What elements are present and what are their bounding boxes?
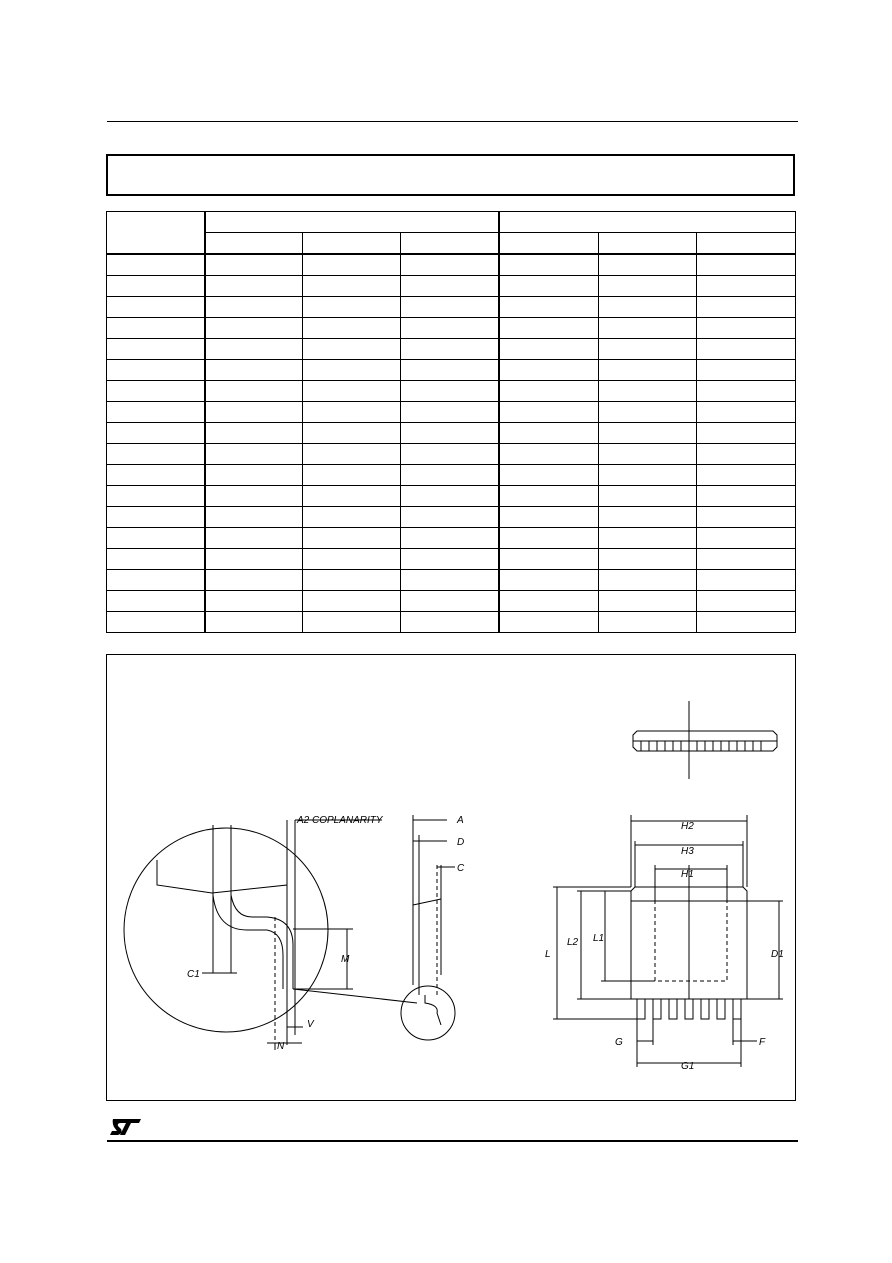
subheader-cell	[303, 233, 401, 255]
dim-value-cell	[598, 360, 696, 381]
header-dim-cell	[107, 212, 205, 255]
dim-value-cell	[303, 486, 401, 507]
dim-value-cell	[401, 254, 499, 276]
dim-value-cell	[696, 339, 795, 360]
dim-value-cell	[205, 465, 303, 486]
dim-value-cell	[499, 444, 598, 465]
label-a: A	[457, 815, 464, 826]
table-row	[107, 423, 796, 444]
dimension-labels	[187, 815, 784, 1072]
dim-value-cell	[205, 549, 303, 570]
dim-value-cell	[303, 528, 401, 549]
dim-value-cell	[401, 591, 499, 612]
dim-value-cell	[696, 318, 795, 339]
dim-label-cell	[107, 423, 205, 444]
dim-label-cell	[107, 612, 205, 633]
dim-value-cell	[499, 612, 598, 633]
table-row	[107, 318, 796, 339]
subheader-cell	[401, 233, 499, 255]
label-d1: D1	[771, 949, 784, 960]
dim-value-cell	[598, 465, 696, 486]
dim-value-cell	[401, 381, 499, 402]
dim-value-cell	[401, 444, 499, 465]
dim-value-cell	[696, 444, 795, 465]
dim-value-cell	[303, 276, 401, 297]
dim-value-cell	[696, 591, 795, 612]
dim-value-cell	[499, 465, 598, 486]
dim-value-cell	[598, 318, 696, 339]
dim-value-cell	[598, 339, 696, 360]
table-header-row	[107, 212, 796, 233]
dim-value-cell	[303, 254, 401, 276]
dim-value-cell	[401, 402, 499, 423]
st-logo-icon	[109, 1117, 143, 1137]
dim-value-cell	[499, 360, 598, 381]
dim-label-cell	[107, 444, 205, 465]
table-row	[107, 254, 796, 276]
dim-value-cell	[401, 339, 499, 360]
dim-value-cell	[696, 423, 795, 444]
dim-value-cell	[303, 444, 401, 465]
dim-value-cell	[598, 444, 696, 465]
label-f: F	[759, 1037, 766, 1048]
dim-value-cell	[401, 612, 499, 633]
subheader-cell	[499, 233, 598, 255]
side-view	[401, 815, 455, 1040]
footer-rule	[107, 1140, 798, 1142]
dim-label-cell	[107, 254, 205, 276]
dim-label-cell	[107, 381, 205, 402]
table-title-box	[106, 154, 795, 196]
table-row	[107, 591, 796, 612]
dim-value-cell	[205, 507, 303, 528]
label-g1: G1	[681, 1061, 695, 1072]
dim-value-cell	[696, 507, 795, 528]
dim-label-cell	[107, 465, 205, 486]
label-v: V	[307, 1019, 314, 1030]
table-row	[107, 486, 796, 507]
dim-value-cell	[696, 254, 795, 276]
dim-value-cell	[598, 402, 696, 423]
table-row	[107, 612, 796, 633]
dim-value-cell	[598, 276, 696, 297]
dim-value-cell	[598, 507, 696, 528]
dim-value-cell	[205, 612, 303, 633]
dim-value-cell	[401, 486, 499, 507]
dim-value-cell	[499, 297, 598, 318]
dim-value-cell	[598, 297, 696, 318]
dim-value-cell	[401, 360, 499, 381]
table-row	[107, 297, 796, 318]
label-l: L	[545, 949, 551, 960]
table-subheader-row	[107, 233, 796, 255]
dim-value-cell	[696, 549, 795, 570]
dim-value-cell	[499, 402, 598, 423]
dim-value-cell	[499, 318, 598, 339]
dim-value-cell	[499, 570, 598, 591]
dim-value-cell	[696, 402, 795, 423]
dim-label-cell	[107, 318, 205, 339]
dim-value-cell	[598, 423, 696, 444]
dim-value-cell	[598, 570, 696, 591]
top-view-leads	[641, 741, 761, 751]
dim-label-cell	[107, 486, 205, 507]
dim-value-cell	[205, 486, 303, 507]
dim-value-cell	[205, 423, 303, 444]
dim-value-cell	[598, 528, 696, 549]
label-m: M	[341, 954, 350, 965]
dim-value-cell	[696, 612, 795, 633]
dim-value-cell	[499, 507, 598, 528]
dim-value-cell	[401, 423, 499, 444]
dim-value-cell	[598, 381, 696, 402]
dim-value-cell	[499, 276, 598, 297]
dim-label-cell	[107, 360, 205, 381]
dim-value-cell	[401, 549, 499, 570]
dim-value-cell	[499, 254, 598, 276]
label-n: N	[277, 1041, 285, 1052]
table-row	[107, 444, 796, 465]
detail-circle-view	[124, 820, 417, 1050]
dimensions-table	[106, 211, 796, 633]
dim-value-cell	[696, 528, 795, 549]
label-h1: H1	[681, 869, 694, 880]
label-l2: L2	[567, 937, 579, 948]
header-group-inch	[499, 212, 795, 233]
table-body	[107, 254, 796, 633]
bottom-view	[553, 815, 783, 1067]
subheader-cell	[205, 233, 303, 255]
table-row	[107, 549, 796, 570]
dim-value-cell	[205, 254, 303, 276]
dim-value-cell	[696, 465, 795, 486]
header-group-mm	[205, 212, 499, 233]
dim-value-cell	[696, 486, 795, 507]
label-h3: H3	[681, 846, 694, 857]
dim-value-cell	[499, 423, 598, 444]
label-a2-coplanarity: A2 COPLANARITY	[297, 815, 383, 826]
dim-value-cell	[205, 570, 303, 591]
dim-label-cell	[107, 549, 205, 570]
dim-value-cell	[205, 318, 303, 339]
dim-value-cell	[205, 360, 303, 381]
dim-value-cell	[499, 549, 598, 570]
dim-value-cell	[205, 528, 303, 549]
dim-label-cell	[107, 570, 205, 591]
dim-value-cell	[205, 381, 303, 402]
dim-value-cell	[303, 423, 401, 444]
dim-label-cell	[107, 297, 205, 318]
dim-value-cell	[401, 297, 499, 318]
top-view	[633, 701, 777, 779]
table-row	[107, 381, 796, 402]
dim-value-cell	[303, 591, 401, 612]
mechanical-drawing-svg	[107, 655, 797, 1102]
dim-value-cell	[696, 570, 795, 591]
dim-value-cell	[696, 297, 795, 318]
dim-value-cell	[303, 570, 401, 591]
dim-value-cell	[499, 339, 598, 360]
table-row	[107, 570, 796, 591]
dim-value-cell	[598, 254, 696, 276]
dim-value-cell	[303, 549, 401, 570]
label-h2: H2	[681, 821, 694, 832]
dim-label-cell	[107, 276, 205, 297]
subheader-cell	[696, 233, 795, 255]
dim-label-cell	[107, 507, 205, 528]
dim-value-cell	[598, 591, 696, 612]
dim-value-cell	[598, 612, 696, 633]
label-d: D	[457, 837, 465, 848]
dim-value-cell	[499, 528, 598, 549]
dim-value-cell	[499, 591, 598, 612]
dim-value-cell	[205, 402, 303, 423]
dim-value-cell	[205, 591, 303, 612]
subheader-cell	[598, 233, 696, 255]
dim-value-cell	[598, 486, 696, 507]
dim-value-cell	[401, 528, 499, 549]
dim-value-cell	[401, 318, 499, 339]
dim-value-cell	[598, 549, 696, 570]
dim-value-cell	[303, 507, 401, 528]
bottom-view-leads	[637, 999, 741, 1019]
header-rule	[107, 121, 798, 122]
dim-value-cell	[303, 360, 401, 381]
dim-value-cell	[303, 381, 401, 402]
dim-value-cell	[303, 339, 401, 360]
dim-value-cell	[303, 612, 401, 633]
dim-value-cell	[696, 276, 795, 297]
dim-value-cell	[696, 381, 795, 402]
dim-value-cell	[499, 381, 598, 402]
dim-label-cell	[107, 591, 205, 612]
label-l1: L1	[593, 933, 605, 944]
dim-value-cell	[401, 465, 499, 486]
dim-value-cell	[205, 339, 303, 360]
dim-value-cell	[303, 318, 401, 339]
dim-value-cell	[205, 276, 303, 297]
dim-value-cell	[401, 570, 499, 591]
dim-label-cell	[107, 528, 205, 549]
table-row	[107, 339, 796, 360]
table-row	[107, 402, 796, 423]
package-drawing	[106, 654, 796, 1101]
dim-value-cell	[205, 297, 303, 318]
label-c1: C1	[187, 969, 200, 980]
label-g: G	[615, 1037, 623, 1048]
dim-label-cell	[107, 402, 205, 423]
dim-value-cell	[303, 297, 401, 318]
dim-value-cell	[696, 360, 795, 381]
dim-label-cell	[107, 339, 205, 360]
dim-value-cell	[499, 486, 598, 507]
dim-value-cell	[303, 402, 401, 423]
dim-value-cell	[401, 276, 499, 297]
dim-value-cell	[401, 507, 499, 528]
table-row	[107, 276, 796, 297]
table-row	[107, 507, 796, 528]
dim-value-cell	[205, 444, 303, 465]
table-row	[107, 528, 796, 549]
table-row	[107, 465, 796, 486]
label-c: C	[457, 863, 465, 874]
table-row	[107, 360, 796, 381]
dim-value-cell	[303, 465, 401, 486]
